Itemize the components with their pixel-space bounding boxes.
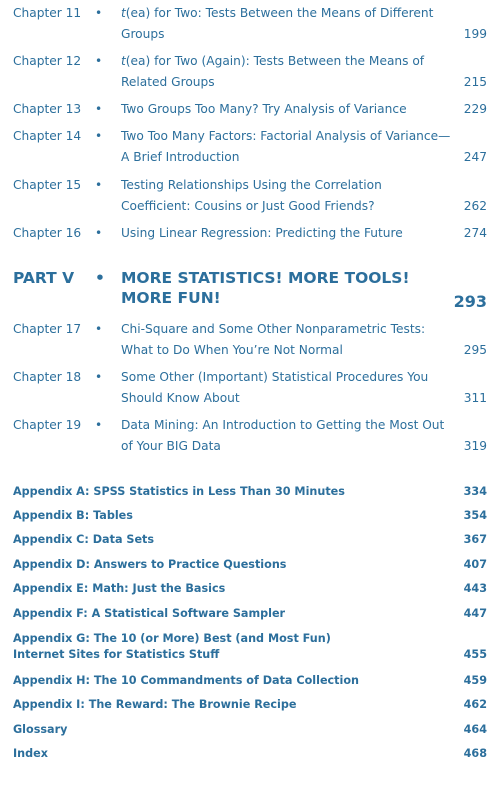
chapter-title xyxy=(121,367,451,409)
chapter-title-text: (ea) for Two (Again): Tests Between the Means of Related Groups xyxy=(121,54,425,89)
toc-chapter-13[interactable] xyxy=(0,99,501,120)
chapter-title xyxy=(121,126,451,168)
toc-chapter-12[interactable] xyxy=(0,51,501,93)
bullet: • xyxy=(95,322,103,336)
toc-part-5[interactable] xyxy=(0,268,501,311)
chapter-title-text: Some Other (Important) Statistical Procedures You Should Know About xyxy=(121,370,429,405)
bullet: • xyxy=(95,226,103,240)
toc-chapter-16[interactable] xyxy=(0,223,501,244)
page-number: 215 xyxy=(463,75,487,89)
chapter-title-text: Chi-Square and Some Other Nonparametric Tests: What to Do When You’re Not Normal xyxy=(121,322,426,357)
page-number: 274 xyxy=(463,226,487,240)
toc-appendix-d[interactable] xyxy=(0,557,501,573)
chapter-label: Chapter 14 xyxy=(13,129,82,143)
toc-appendix-i[interactable] xyxy=(0,697,501,713)
toc-appendix-a[interactable] xyxy=(0,484,501,500)
page-number: 295 xyxy=(463,343,487,357)
chapter-title-text: Data Mining: An Introduction to Getting the Most Out of Your BIG Data xyxy=(121,418,445,453)
toc-appendix-e[interactable] xyxy=(0,581,501,597)
chapter-label: Chapter 13 xyxy=(13,102,82,116)
appendix-title: Appendix D: Answers to Practice Questions xyxy=(13,558,287,571)
toc-chapter-19[interactable] xyxy=(0,415,501,457)
toc-chapter-17[interactable] xyxy=(0,319,501,361)
chapter-label: Chapter 17 xyxy=(13,322,82,336)
page-number: 407 xyxy=(463,558,487,571)
chapter-title-text: (ea) for Two: Tests Between the Means of Different Groups xyxy=(121,6,434,41)
part-title: MORE STATISTICS! MORE TOOLS! MORE FUN! xyxy=(121,269,410,307)
page-number: 462 xyxy=(463,698,487,711)
chapter-title-italic: t xyxy=(121,6,126,20)
bullet: • xyxy=(95,54,103,68)
bullet: • xyxy=(95,129,103,143)
appendix-title: Appendix E: Math: Just the Basics xyxy=(13,582,226,595)
toc-appendix-g[interactable] xyxy=(0,631,501,663)
page-number: 247 xyxy=(463,150,487,164)
appendix-title: Appendix G: The 10 (or More) Best (and Most Fun) Internet Sites for Statistics Stuff xyxy=(13,632,331,661)
toc-chapter-11[interactable] xyxy=(0,3,501,45)
chapter-title-text: Two Too Many Factors: Factorial Analysis of Variance—A Brief Introduction xyxy=(121,129,451,164)
chapter-title-text: Testing Relationships Using the Correlation Coefficient: Cousins or Just Good Friends? xyxy=(121,178,382,213)
page-number: 199 xyxy=(463,27,487,41)
appendix-title: Index xyxy=(13,747,48,760)
chapter-title xyxy=(121,223,451,244)
page-number: 443 xyxy=(463,582,487,595)
bullet: • xyxy=(95,370,103,384)
toc-glossary[interactable] xyxy=(0,722,501,738)
appendix-title: Appendix A: SPSS Statistics in Less Than 30 Minutes xyxy=(13,485,345,498)
toc-chapter-15[interactable] xyxy=(0,175,501,217)
page-number: 293 xyxy=(453,292,487,311)
bullet: • xyxy=(95,269,105,287)
toc-chapter-18[interactable] xyxy=(0,367,501,409)
chapter-label: Chapter 12 xyxy=(13,54,82,68)
page-number: 354 xyxy=(463,509,487,522)
appendix-title: Appendix H: The 10 Commandments of Data Collection xyxy=(13,674,359,687)
page-number: 464 xyxy=(463,723,487,736)
appendix-title: Appendix C: Data Sets xyxy=(13,533,155,546)
chapter-title xyxy=(121,415,451,457)
page-number: 262 xyxy=(463,199,487,213)
page-number: 455 xyxy=(463,648,487,661)
toc-index[interactable] xyxy=(0,746,501,762)
page-number: 319 xyxy=(463,439,487,453)
page-number: 367 xyxy=(463,533,487,546)
toc-appendix-c[interactable] xyxy=(0,532,501,548)
toc-appendix-h[interactable] xyxy=(0,673,501,689)
appendix-title: Appendix B: Tables xyxy=(13,509,133,522)
bullet: • xyxy=(95,418,103,432)
chapter-title-text: Two Groups Too Many? Try Analysis of Variance xyxy=(121,102,407,116)
page-number: 468 xyxy=(463,747,487,760)
part-label: PART V xyxy=(13,269,75,287)
page-number: 311 xyxy=(463,391,487,405)
chapter-title xyxy=(121,99,451,120)
bullet: • xyxy=(95,6,103,20)
page-number: 459 xyxy=(463,674,487,687)
chapter-title xyxy=(121,3,451,45)
chapter-label: Chapter 15 xyxy=(13,178,82,192)
chapter-title xyxy=(121,319,451,361)
page-number: 229 xyxy=(463,102,487,116)
bullet: • xyxy=(95,178,103,192)
chapter-label: Chapter 18 xyxy=(13,370,82,384)
chapter-label: Chapter 19 xyxy=(13,418,82,432)
appendix-title: Glossary xyxy=(13,723,68,736)
toc-appendix-f[interactable] xyxy=(0,606,501,622)
appendix-title: Appendix I: The Reward: The Brownie Recipe xyxy=(13,698,297,711)
appendix-title: Appendix F: A Statistical Software Sampler xyxy=(13,607,286,620)
bullet: • xyxy=(95,102,103,116)
toc-appendix-b[interactable] xyxy=(0,508,501,524)
chapter-title-text: Using Linear Regression: Predicting the Future xyxy=(121,226,403,240)
page-number: 334 xyxy=(463,485,487,498)
chapter-title-italic: t xyxy=(121,54,126,68)
chapter-title xyxy=(121,175,451,217)
page-number: 447 xyxy=(463,607,487,620)
chapter-label: Chapter 16 xyxy=(13,226,82,240)
toc-chapter-14[interactable] xyxy=(0,126,501,168)
chapter-label: Chapter 11 xyxy=(13,6,82,20)
chapter-title xyxy=(121,51,451,93)
